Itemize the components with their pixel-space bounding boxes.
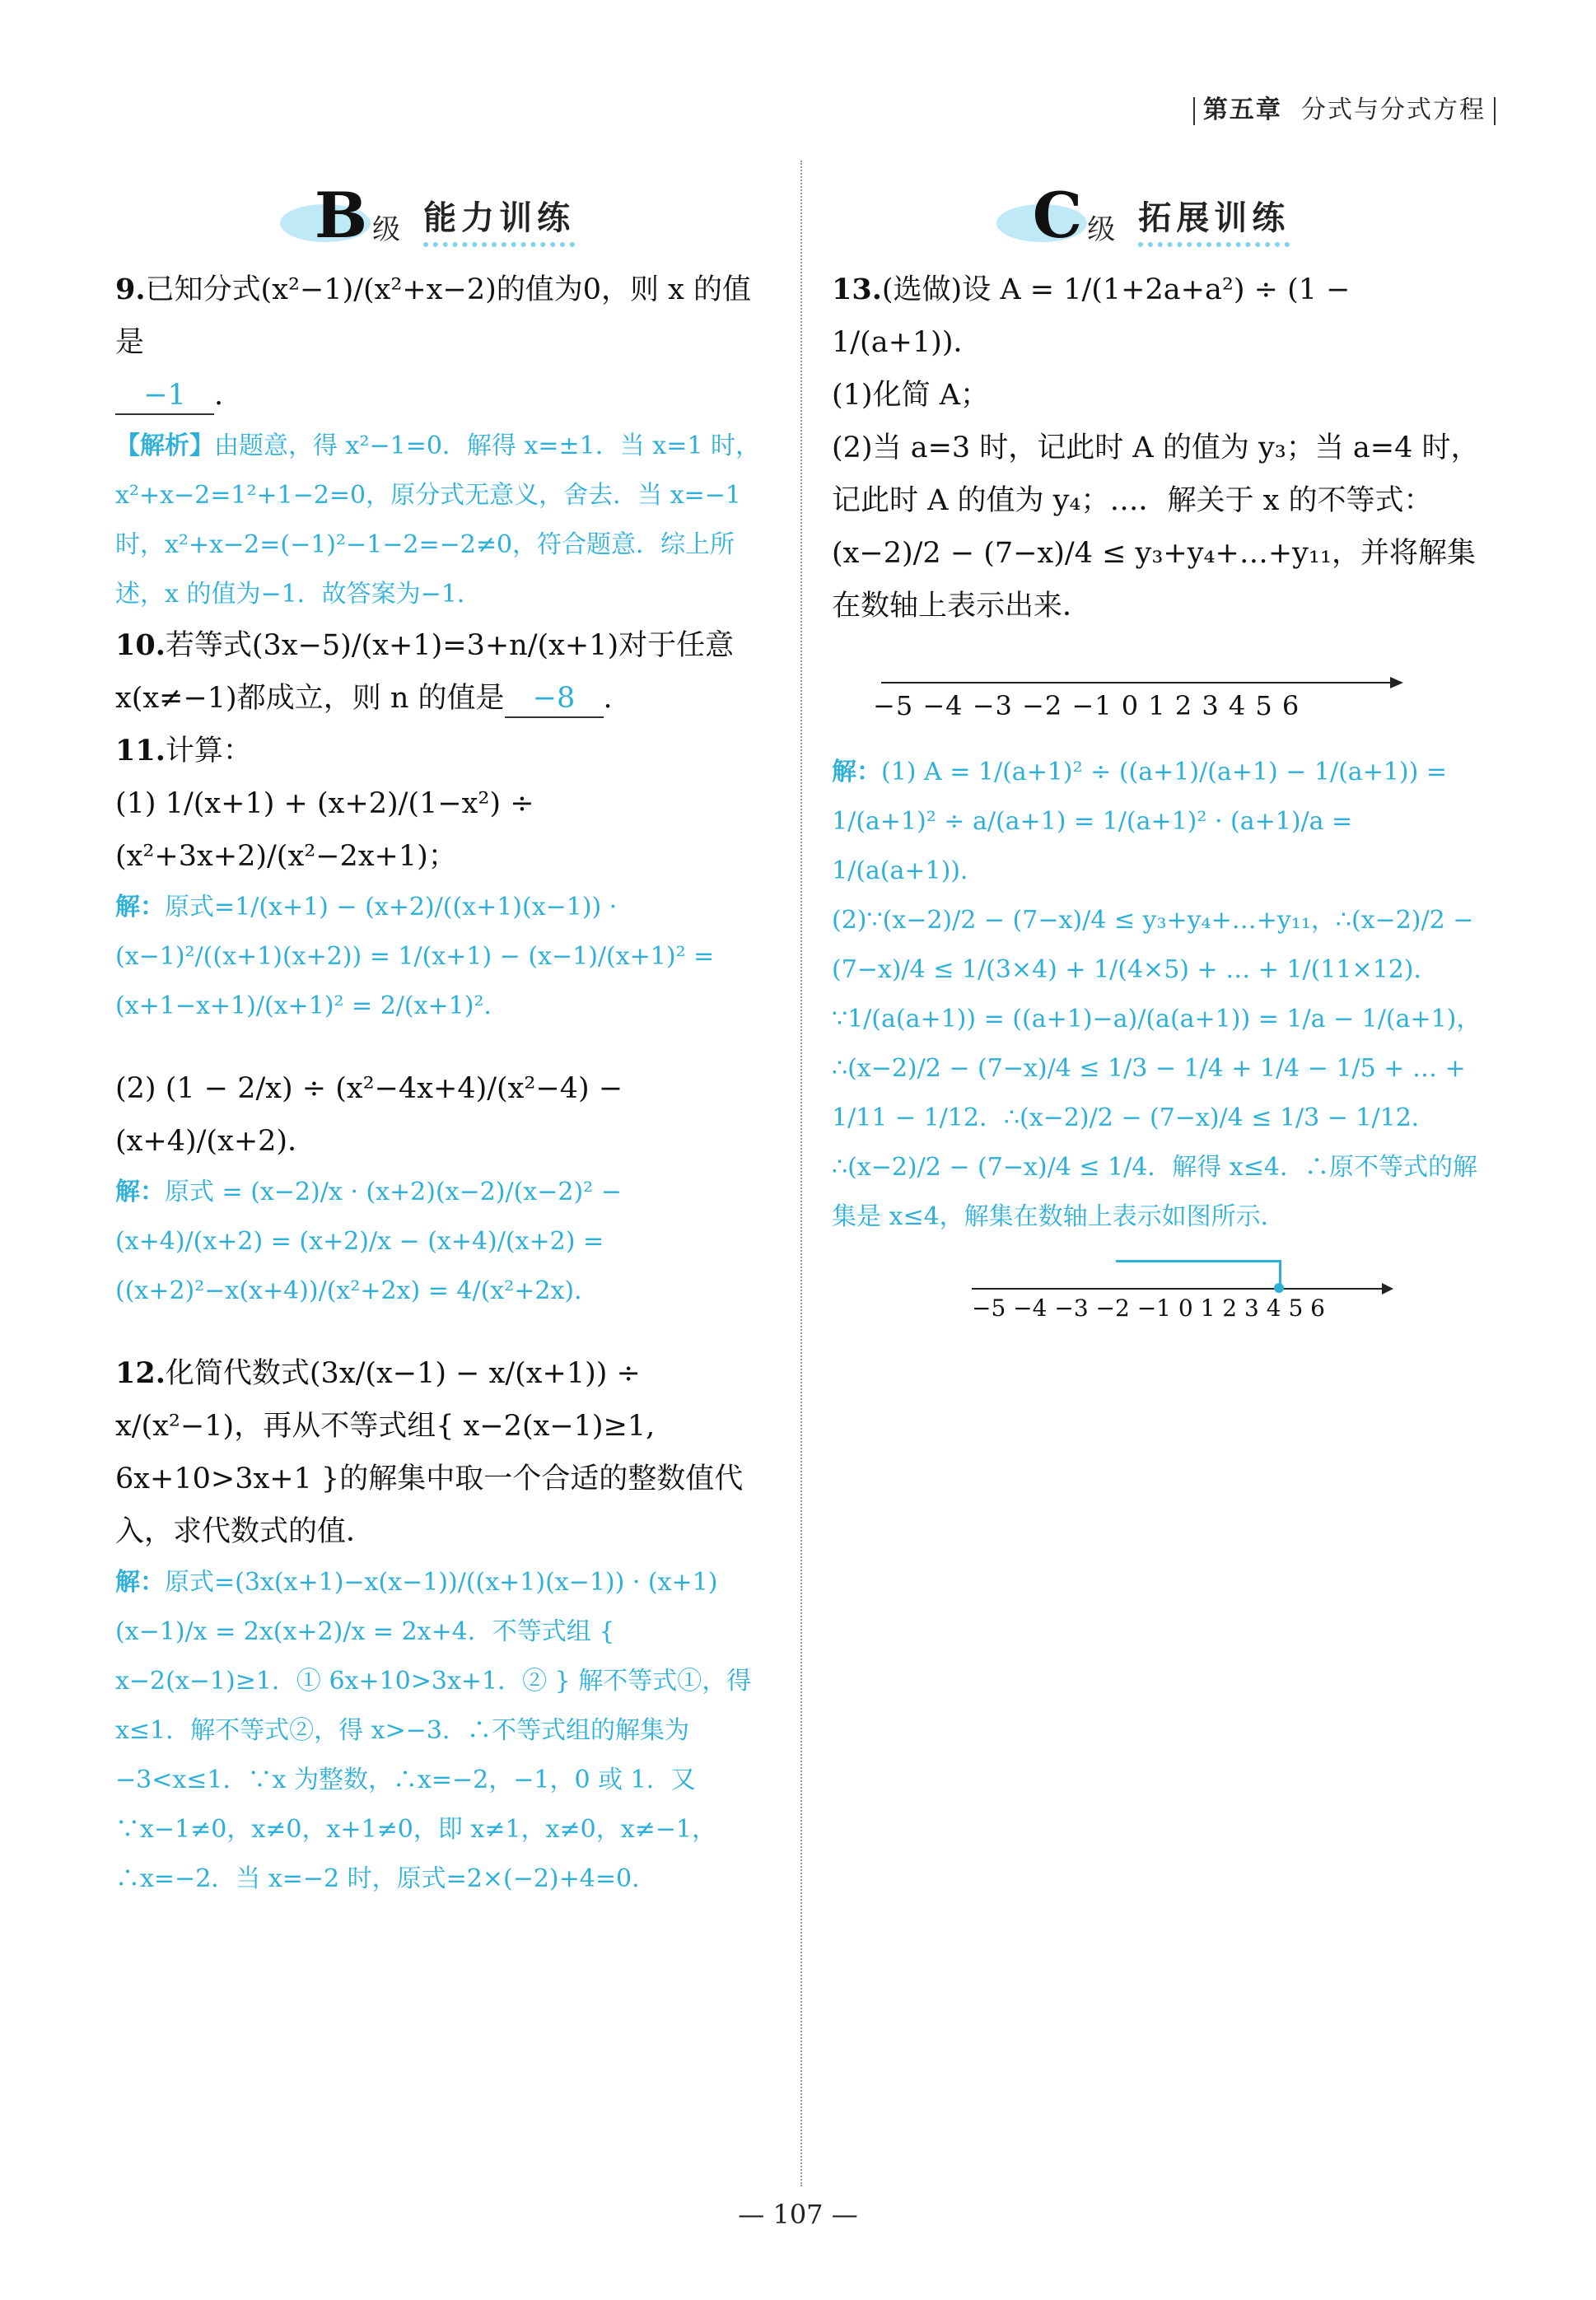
question-12 (115, 1347, 774, 1904)
question-text: 化简代数式(3x/(x−1) − x/(x+1)) ÷ x/(x²−1)，再从不等式组 (115, 1357, 641, 1443)
question-11 (115, 725, 774, 1316)
question-9 (115, 264, 774, 619)
explain-label: 【解析】 (115, 432, 214, 460)
answer-label: 解： (115, 893, 165, 921)
section-c-level: 级 (1087, 213, 1116, 246)
solution-endpoint (1274, 1283, 1284, 1293)
page-number: — 107 — (738, 2199, 858, 2230)
answer-label: 解： (115, 1568, 165, 1597)
left-column (115, 156, 774, 1904)
sub-question-2: (2) (1 − 2/x) ÷ (x²−4x+4)/(x²−4) − (x+4)/(x+2)． (115, 1072, 623, 1158)
sub-question-1: (1)化简 A； (832, 379, 989, 412)
answer-blank: −1 (115, 377, 214, 415)
number-line-axis (881, 682, 1392, 683)
section-b-title: 能力训练 (423, 192, 575, 247)
header-divider (1193, 97, 1195, 125)
header-divider-end (1494, 97, 1496, 125)
solution-arrow (1382, 1283, 1393, 1295)
answer-tail: . (603, 682, 613, 715)
answer-text: 原式=(3x(x+1)−x(x−1))/((x+1)(x−1)) · (x+1)(x−1)/x = 2x(x+2)/x = 2x+4．不等式组 { x−2(x−1)≥1．① 6x+10>3x+1．② } 解不等式①，得 x≤1．解不等式②，得 x>−3．∴不等式组的解集为−3<x≤1．∵x 为整数，∴x=−2，−1，0 或 1．又∵x−1≠0，x≠0，x+1≠0，即 x≠1，x≠0，x≠−1，∴x=−2．当 x=−2 时，原式=2×(−2)+4=0． (115, 1568, 752, 1893)
section-c-letter: C (1032, 179, 1083, 252)
answer-tail: . (214, 379, 224, 412)
chapter-title: 分式与分式方程 (1301, 96, 1486, 124)
question-text: 已知分式(x²−1)/(x²+x−2)的值为0，则 x 的值是 (115, 273, 752, 359)
solution-ray (1116, 1260, 1281, 1290)
solution-axis (972, 1288, 1384, 1290)
question-text: 计算： (165, 735, 252, 767)
number-line-arrow (1390, 677, 1403, 688)
solution-number-line (832, 1255, 1491, 1329)
question-number: 9. (115, 273, 146, 306)
question-13 (832, 264, 1491, 1329)
section-c-title: 拓展训练 (1138, 192, 1290, 247)
answer-text: 原式 = (x−2)/x · (x+2)(x−2)/(x−2)² − (x+4)/(x+2) = (x+2)/x − (x+4)/(x+2) = ((x+2)²−x(x+4))/(x²+2x) = 4/(x²+2x)． (115, 1178, 622, 1305)
question-number: 11. (115, 734, 166, 767)
explain-text: 由题意，得 x²−1=0．解得 x=±1．当 x=1 时，x²+x−2=1²+1−2=0，原分式无意义，舍去．当 x=−1 时，x²+x−2=(−1)²−1−2=−2≠0，符合题意．综上所述，x 的值为−1．故答案为−1． (115, 432, 760, 609)
chapter-number: 第五章 (1202, 96, 1282, 124)
question-number: 12. (115, 1356, 166, 1390)
solution-number-line-labels: −5 −4 −3 −2 −1 0 1 2 3 4 5 6 (972, 1295, 1325, 1322)
answer-text-2: (2)∵(x−2)/2 − (7−x)/4 ≤ y₃+y₄+…+y₁₁，∴(x−2)/2 − (7−x)/4 ≤ 1/(3×4) + 1/(4×5) + … + 1/(11×12)．∵1/(a(a+1)) = ((a+1)−a)/(a(a+1)) = 1/a − 1/(a+1)，∴(x−2)/2 − (7−x)/4 ≤ 1/3 − 1/4 + 1/4 − 1/5 + … + 1/11 − 1/12．∴(x−2)/2 − (7−x)/4 ≤ 1/3 − 1/12．∴(x−2)/2 − (7−x)/4 ≤ 1/4．解得 x≤4．∴原不等式的解集是 x≤4，解集在数轴上表示如图所示． (832, 906, 1482, 1231)
number-line-labels: −5 −4 −3 −2 −1 0 1 2 3 4 5 6 (873, 690, 1300, 721)
section-b-heading (115, 156, 774, 252)
section-b-letter: B (314, 179, 368, 252)
answer-text-1: (1) A = 1/(a+1)² ÷ ((a+1)/(a+1) − 1/(a+1)) = 1/(a+1)² ÷ a/(a+1) = 1/(a+1)² · (a+1)/a = 1/(a(a+1))． (832, 758, 1447, 885)
sub-question-2: (2)当 a=3 时，记此时 A 的值为 y₃；当 a=4 时，记此时 A 的值为 y₄；…．解关于 x 的不等式：(x−2)/2 − (7−x)/4 ≤ y₃+y₄+…+y₁₁，并将解集在数轴上表示出来． (832, 432, 1480, 623)
question-number: 10. (115, 628, 166, 662)
question-10 (115, 619, 774, 725)
chapter-header (1185, 89, 1504, 125)
column-divider (800, 161, 802, 2186)
sub-question-1: (1) 1/(x+1) + (x+2)/(1−x²) ÷ (x²+3x+2)/(x²−2x+1)； (115, 787, 534, 873)
answer-blank: −8 (505, 680, 604, 718)
question-text: 若等式(3x−5)/(x+1)=3+n/(x+1)对于任意 x(x≠−1)都成立，则 n 的值是 (115, 629, 735, 715)
question-text: (选做)设 A = 1/(1+2a+a²) ÷ (1 − 1/(a+1))． (832, 273, 1351, 359)
number-line (832, 665, 1491, 731)
question-number: 13. (832, 273, 882, 306)
inequality-system: { x−2(x−1)≥1, 6x+10>3x+1 } (115, 1410, 656, 1495)
section-b-level: 级 (372, 213, 401, 246)
answer-label: 解： (832, 758, 881, 786)
answer-label: 解： (115, 1178, 165, 1206)
answer-text: 原式=1/(x+1) − (x+2)/((x+1)(x−1)) · (x−1)²/((x+1)(x+2)) = 1/(x+1) − (x−1)/(x+1)² = (x+1−x+1)/(x+1)² = 2/(x+1)²． (115, 893, 715, 1020)
right-column (832, 156, 1491, 1337)
section-c-heading (832, 156, 1491, 252)
question-text-2: 的解集中取一个合适的整数值代入，求代数式的值． (115, 1463, 744, 1548)
